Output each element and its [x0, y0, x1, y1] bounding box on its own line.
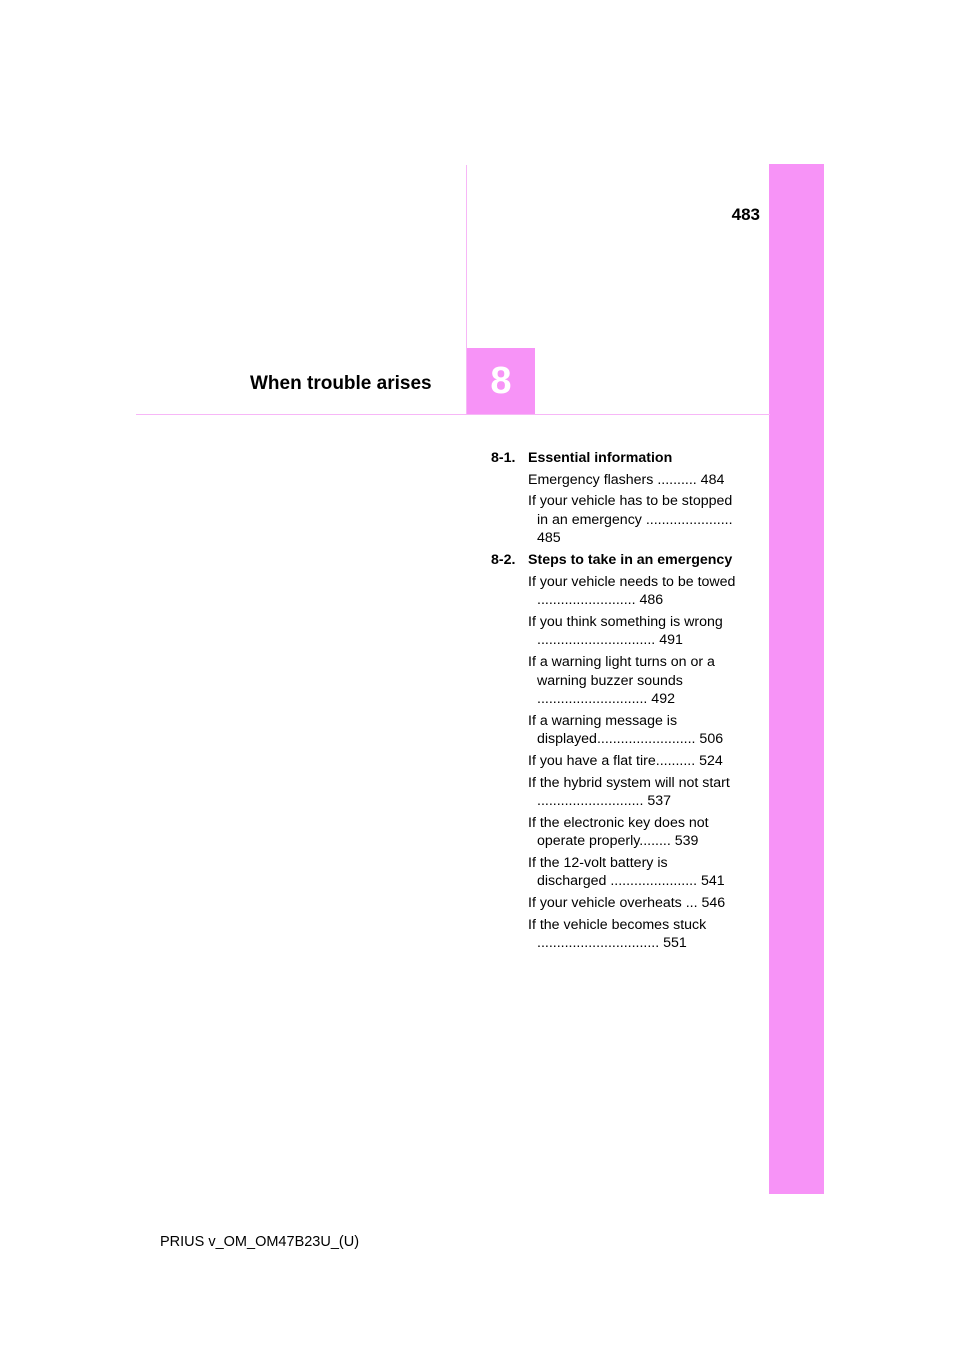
- toc-entry[interactable]: Emergency flashers .......... 484: [528, 471, 725, 488]
- section-title[interactable]: Essential information: [528, 450, 673, 466]
- section-title[interactable]: Steps to take in an emergency: [528, 551, 733, 568]
- toc-entry[interactable]: If you think something is wrong .............................. 491: [528, 613, 723, 649]
- toc-entry[interactable]: If the hybrid system will not start ........................... 537: [528, 774, 730, 810]
- toc-entry[interactable]: If the electronic key does not operate properly........ 539: [528, 814, 709, 850]
- chapter-number: 8: [490, 360, 512, 402]
- toc-entry[interactable]: If a warning message is displayed......................... 506: [528, 712, 724, 748]
- toc-entry[interactable]: If your vehicle needs to be towed ......................... 486: [528, 573, 736, 609]
- section-entries: [491, 471, 739, 548]
- section-number: 8-1.: [491, 450, 516, 466]
- chapter-title: When trouble arises: [250, 373, 432, 394]
- table-of-contents: [491, 449, 739, 956]
- section-entries: [491, 573, 739, 953]
- section-number: 8-2.: [491, 551, 516, 568]
- page-number: 483: [731, 205, 760, 224]
- toc-entry[interactable]: If your vehicle has to be stopped in an emergency ...................... 485: [528, 493, 733, 547]
- toc-entry[interactable]: If you have a flat tire.......... 524: [528, 752, 723, 769]
- toc-section: [491, 449, 739, 468]
- toc-entry[interactable]: If the vehicle becomes stuck ............................... 551: [528, 916, 707, 952]
- toc-entry[interactable]: If your vehicle overheats ... 546: [528, 895, 726, 912]
- toc-entry[interactable]: If a warning light turns on or a warning buzzer sounds ............................ 492: [528, 653, 715, 708]
- toc-entry[interactable]: If the 12-volt battery is discharged ...................... 541: [528, 854, 725, 890]
- chapter-side-tab: [769, 164, 824, 1194]
- toc-section: [491, 551, 739, 570]
- chapter-number-box: [467, 348, 535, 415]
- header-divider-horizontal: [136, 414, 770, 415]
- document-footer: PRIUS v_OM_OM47B23U_(U): [160, 1234, 360, 1250]
